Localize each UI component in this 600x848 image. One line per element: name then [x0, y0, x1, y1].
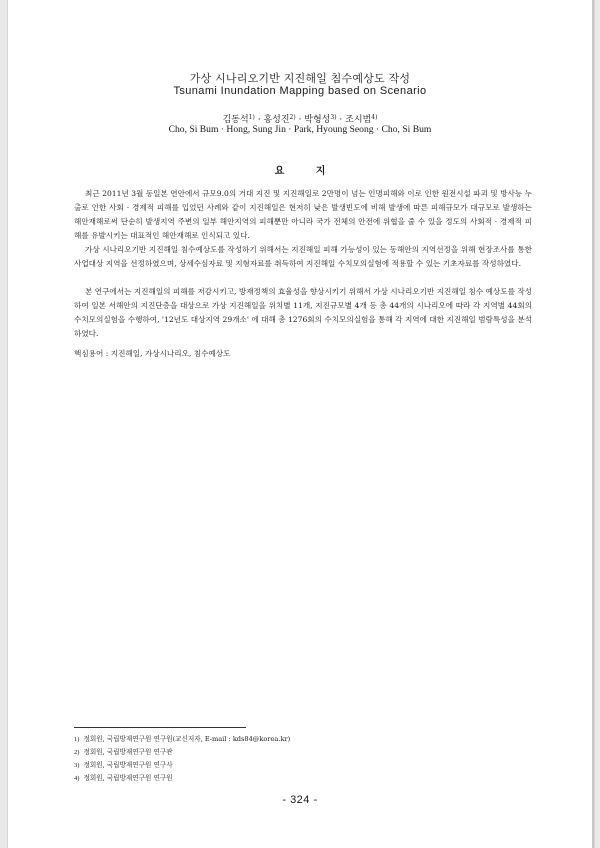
- paper-title-korean: 가상 시나리오기반 지진해일 침수예상도 작성: [189, 72, 411, 85]
- footnote-text: 정회원, 국립방재연구원 연구사: [83, 761, 173, 769]
- footnotes: [74, 733, 290, 785]
- footnote-divider: [74, 727, 246, 728]
- footnote-number: 3): [74, 762, 80, 769]
- page-number: - 324 -: [282, 794, 318, 806]
- footnote-number: 4): [74, 775, 80, 782]
- author-name: 박형성: [304, 115, 331, 125]
- author-name: 조시범: [345, 115, 372, 125]
- author-separator: ·: [254, 115, 264, 125]
- paragraph-text: 본 연구에서는 지진해일의 피해를 저감시키고, 방재정책의 효율성을 향상시키기 위해서 가상 시나리오기반 지진해일 침수 예상도를 작성하여 일본 서해안의 지진단층을 대상으로 가상 지진해일을 위치별 11개, 지진규모별 4개 등 총 44개의 시나리오에 따라 각 지역별 44회의 수치모의실험을 수행하여, '12년도 대상지역 29개소' 에 대해 총 1276회의 수치모의실험을 통해 각 지역에 대한 지진해일 범람특성을 분석하였다.: [74, 287, 532, 338]
- footnote-item: [74, 772, 290, 785]
- abstract-heading: 요 지: [274, 166, 340, 177]
- author-name: 김동석: [222, 115, 249, 125]
- keywords-line: 핵심용어 : 지진해일, 가상시나리오, 침수예상도: [74, 349, 231, 358]
- abstract-paragraph-1: [74, 187, 532, 243]
- footnote-number: 2): [74, 749, 80, 756]
- footnote-text: 정회원, 국립방재연구원 연구관: [83, 748, 173, 756]
- paragraph-text: 최근 2011년 3월 동일본 연안에서 규모9.0의 거대 지진 및 지진해일로 2만명이 넘는 인명피해와 이로 인한 원전시설 파괴 및 방사능 누출로 인한 사회 · 경제적 피해를 입었던 사례와 같이 지진해일은 현저히 낮은 발생빈도에 비해 발생에 따른 피해규모가 대규모로 발생하는 해안재해로써 단순히 발생지역 주변의 일부 해안지역의 피해뿐만 아니라 국가 전체의 안전에 위협을 줄 수 있을 정도의 사회적 · 경제적 피해를 유발시키는 대표적인 해안재해로 인식되고 있다.: [74, 189, 533, 240]
- abstract-paragraph-2: [74, 243, 532, 271]
- footnote-item: [74, 759, 290, 772]
- paragraph-text: 가상 시나리오기반 지진해일 침수예상도를 작성하기 위해서는 지진해일 피해 가능성이 있는 동해안의 지역선정을 위해 현장조사를 통한 사업대상 지역을 선정하였으며, 상세수심자료 및 지형자료를 취득하여 지진해일 수치모의실험에 적용할 수 있는 기초자료를 작성하였다.: [74, 245, 532, 268]
- author-footnote-mark: 2): [289, 114, 296, 121]
- author-separator: ·: [336, 115, 346, 125]
- abstract-paragraph-3: [74, 285, 532, 341]
- footnote-item: [74, 746, 290, 759]
- author-name: 홍성진: [263, 115, 290, 125]
- author-footnote-mark: 3): [330, 114, 337, 121]
- author-footnote-mark: 4): [371, 114, 378, 121]
- footnote-text: 정회원, 국립방재연구원 연구원(교신저자, E-mail : kds84@korea.kr): [83, 735, 291, 743]
- footnote-item: [74, 733, 290, 746]
- author-footnote-mark: 1): [248, 114, 255, 121]
- footnote-number: 1): [74, 736, 80, 743]
- paper-title-english: Tsunami Inundation Mapping based on Scenario: [173, 85, 427, 97]
- footnote-text: 정회원, 국립방재연구원 연구원: [83, 774, 173, 782]
- author-separator: ·: [295, 115, 305, 125]
- author-list-english: Cho, Si Bum · Hong, Sung Jin · Park, Hyoung Seong · Cho, Si Bum: [168, 124, 432, 135]
- document-page: [8, 0, 592, 848]
